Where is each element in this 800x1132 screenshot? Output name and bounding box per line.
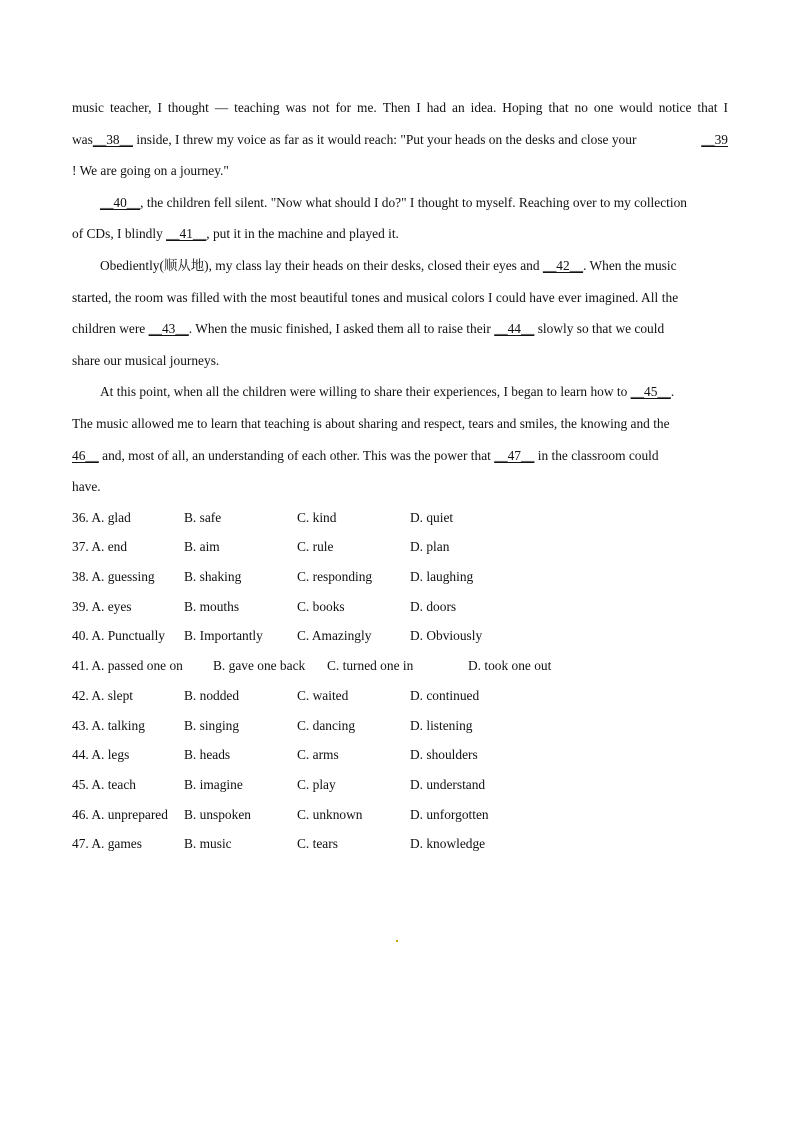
passage-word: no	[574, 100, 588, 115]
passage-line	[72, 440, 728, 472]
passage-text: of CDs, I blindly	[72, 226, 167, 242]
option-a: 47. A. games	[72, 836, 142, 852]
option-d: D. Obviously	[410, 628, 483, 644]
blank-47: __47__	[494, 447, 535, 463]
option-b: B. heads	[184, 747, 231, 763]
question-row	[72, 503, 728, 533]
option-d: D. listening	[410, 717, 473, 733]
option-d: D. unforgotten	[410, 806, 489, 822]
option-a: 42. A. slept	[72, 687, 134, 703]
option-a: 40. A. Punctually	[72, 628, 165, 644]
option-c: C. Amazingly	[297, 628, 372, 644]
question-row	[72, 621, 728, 651]
option-c: C. waited	[297, 687, 349, 703]
option-d: D. plan	[410, 539, 450, 555]
passage-text: At this point, when all the children were willing to share their experiences, I began to learn how to	[100, 384, 631, 400]
option-d: D. shoulders	[410, 747, 478, 763]
option-b: B. nodded	[184, 687, 240, 703]
option-b: B. singing	[184, 717, 240, 733]
passage-text: children were	[72, 321, 149, 337]
passage-text: share our musical journeys.	[72, 352, 220, 368]
blank-43: __43__	[148, 321, 189, 337]
passage-word: that	[548, 100, 569, 115]
option-c: C. arms	[297, 747, 339, 763]
blank-46: 46__	[72, 447, 99, 463]
passage-word: was	[285, 100, 307, 115]
passage-text: slowly so that we could	[534, 321, 665, 337]
option-c: C. turned one in	[327, 658, 414, 674]
option-a: 37. A. end	[72, 539, 128, 555]
passage-line	[72, 155, 728, 187]
question-row	[72, 770, 728, 800]
passage-text: started, the room was filled with the most beautiful tones and musical colors I could have ever imagined. All the	[72, 289, 679, 305]
passage-line	[72, 92, 728, 124]
passage-word: me.	[357, 100, 377, 115]
blank-41: __41__	[166, 226, 207, 242]
passage-line	[72, 124, 728, 156]
question-row	[72, 711, 728, 741]
option-b: B. music	[184, 836, 232, 852]
passage-line	[72, 187, 728, 219]
answer-options	[72, 503, 728, 859]
question-row	[72, 562, 728, 592]
document-page	[72, 92, 728, 859]
blank-39: __39	[701, 131, 728, 147]
passage-text: have.	[72, 479, 101, 495]
passage-text: . When the music finished, I asked them all to raise their	[188, 321, 495, 337]
passage-line	[72, 313, 728, 345]
passage-text: was	[72, 131, 93, 147]
option-b: B. aim	[184, 539, 220, 555]
option-a: 36. A. glad	[72, 509, 131, 525]
decorative-dot	[396, 940, 398, 942]
passage-text: , the children fell silent. "Now what should I do?" I thought to myself. Reaching over to my collection	[140, 194, 687, 210]
passage-word: —	[214, 100, 229, 115]
option-c: C. kind	[297, 509, 337, 525]
passage-line	[72, 345, 728, 377]
option-a: 43. A. talking	[72, 717, 145, 733]
question-row	[72, 800, 728, 830]
question-row	[72, 592, 728, 622]
passage-word: one	[593, 100, 614, 115]
passage-word: not	[312, 100, 330, 115]
option-b: B. safe	[184, 509, 222, 525]
blank-40: __40__	[100, 194, 141, 210]
option-c: C. responding	[297, 569, 373, 585]
option-a: 44. A. legs	[72, 747, 130, 763]
passage-word: teacher,	[109, 100, 152, 115]
question-row	[72, 651, 728, 681]
passage-text: Obediently(顺从地), my class lay their heads on their desks, closed their eyes and	[100, 257, 543, 273]
passage-word: teaching	[234, 100, 280, 115]
passage-line	[72, 250, 728, 282]
passage-word: I	[723, 100, 728, 115]
option-a: 45. A. teach	[72, 776, 136, 792]
passage-word: that	[697, 100, 718, 115]
option-c: C. play	[297, 776, 336, 792]
passage-text: in the classroom could	[534, 447, 659, 463]
option-a: 39. A. eyes	[72, 598, 132, 614]
passage-word: for	[335, 100, 352, 115]
option-c: C. tears	[297, 836, 338, 852]
passage-line	[72, 282, 728, 314]
passage-word: music	[72, 100, 104, 115]
blank-44: __44__	[494, 321, 535, 337]
passage-line	[72, 408, 728, 440]
option-b: B. shaking	[184, 569, 242, 585]
passage-word: notice	[658, 100, 692, 115]
passage-word: an	[452, 100, 465, 115]
passage-text: ! We are going on a journey."	[72, 163, 229, 179]
option-d: D. knowledge	[410, 836, 486, 852]
passage-word: Then	[382, 100, 411, 115]
option-c: C. books	[297, 598, 345, 614]
passage-text: inside, I threw my voice as far as it would reach: "Put your heads on the desks and close your	[133, 131, 640, 147]
option-d: D. doors	[410, 598, 457, 614]
blank-45: __45__	[630, 384, 671, 400]
passage-word: thought	[167, 100, 209, 115]
passage-word: had	[426, 100, 447, 115]
option-d: D. understand	[410, 776, 486, 792]
passage-text: .	[670, 384, 675, 400]
question-row	[72, 532, 728, 562]
option-b: B. mouths	[184, 598, 240, 614]
passage-word: Hoping	[502, 100, 543, 115]
option-b: B. unspoken	[184, 806, 251, 822]
question-row	[72, 829, 728, 859]
option-d: D. continued	[410, 687, 480, 703]
passage-text: and, most of all, an understanding of each other. This was the power that	[98, 447, 495, 463]
passage-word: I	[416, 100, 421, 115]
passage	[72, 92, 728, 503]
option-b: B. gave one back	[213, 658, 306, 674]
option-a: 41. A. passed one on	[72, 658, 183, 674]
passage-line	[72, 471, 728, 503]
option-c: C. rule	[297, 539, 334, 555]
question-row	[72, 681, 728, 711]
blank-42: __42__	[542, 257, 584, 273]
option-b: B. Importantly	[184, 628, 263, 644]
option-d: D. quiet	[410, 509, 454, 525]
passage-word: would	[619, 100, 653, 115]
option-d: D. laughing	[410, 569, 474, 585]
passage-line	[72, 218, 728, 250]
passage-text: The music allowed me to learn that teaching is about sharing and respect, tears and smiles, the knowing and the	[72, 415, 670, 431]
passage-word: idea.	[470, 100, 497, 115]
passage-line	[72, 376, 728, 408]
option-a: 46. A. unprepared	[72, 806, 168, 822]
blank-38: __38__	[92, 131, 133, 147]
passage-text: . When the music	[583, 257, 677, 273]
passage-word: I	[157, 100, 162, 115]
option-c: C. unknown	[297, 806, 363, 822]
question-row	[72, 740, 728, 770]
option-d: D. took one out	[468, 658, 552, 674]
option-b: B. imagine	[184, 776, 243, 792]
option-c: C. dancing	[297, 717, 356, 733]
passage-text: , put it in the machine and played it.	[206, 226, 399, 242]
option-a: 38. A. guessing	[72, 569, 155, 585]
